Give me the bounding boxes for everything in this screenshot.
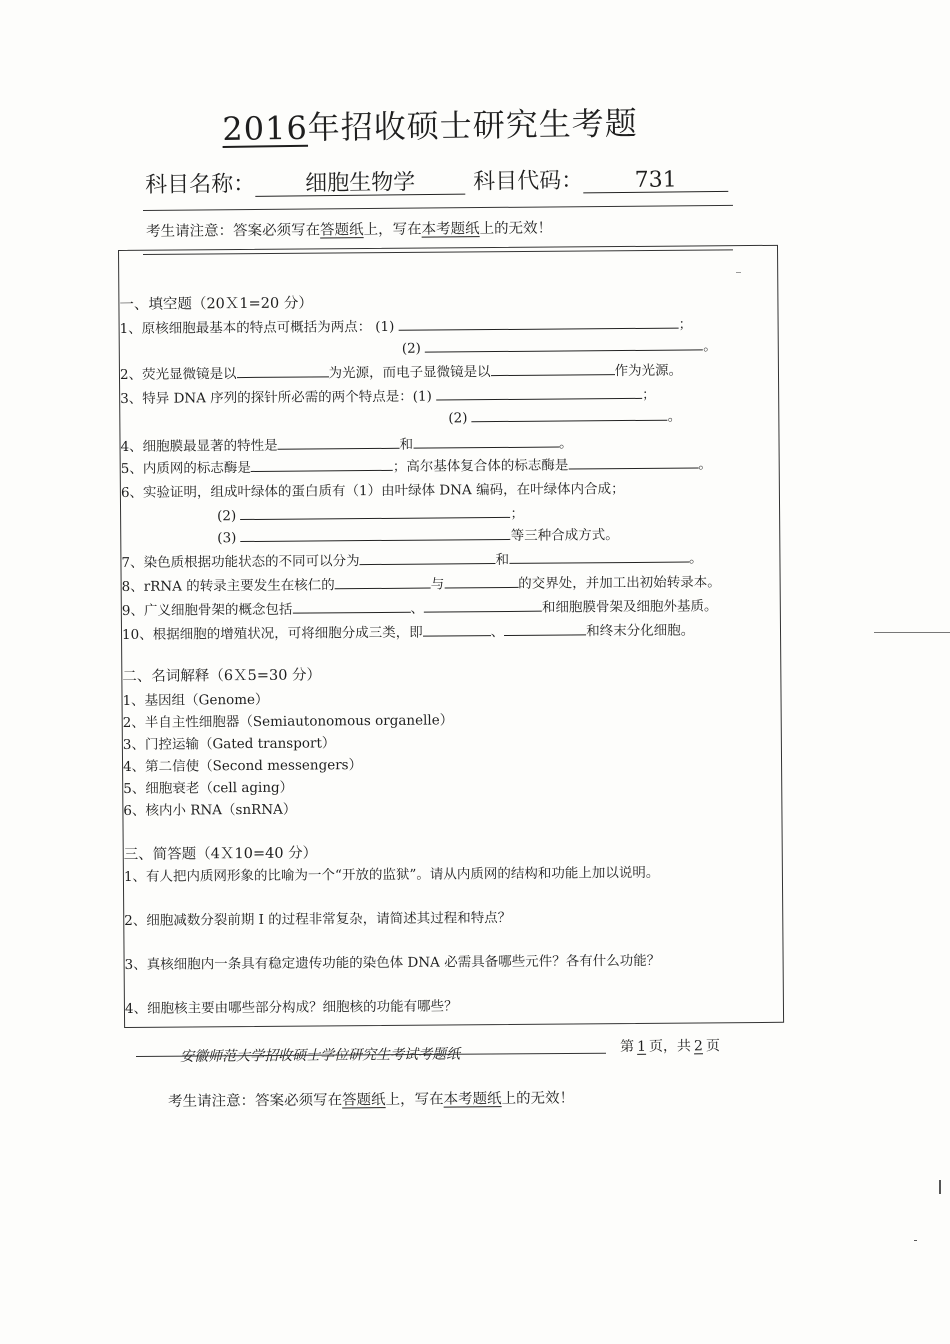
- q10-text-a: 根据细胞的增殖状况，可将细胞分成三类，即: [152, 624, 423, 643]
- s3-item-number: 3、: [124, 956, 147, 973]
- q3-part1-label: (1): [412, 388, 432, 405]
- s2-item-number: 6、: [123, 802, 146, 819]
- q6-blank2: [240, 503, 510, 520]
- q6-end2: ；: [510, 505, 525, 522]
- q1-end2: 。: [703, 338, 717, 355]
- s2-item-4: [123, 753, 362, 775]
- q9-text-b: 、: [410, 600, 424, 617]
- q5-number: 5、: [120, 460, 143, 477]
- section3-title: 三、简答题（4Ｘ10=40 分）: [123, 845, 318, 863]
- scan-artifact-line: [874, 632, 950, 633]
- q2-text-a: 荧光显微镜是以: [142, 366, 237, 383]
- page-suffix: 页: [705, 1038, 721, 1055]
- subject-name-label: 科目名称：: [145, 171, 256, 198]
- q1-blank2: [425, 336, 703, 353]
- q6-part2-label: (2): [217, 508, 237, 525]
- q7-text-a: 染色质根据功能状态的不同可以分为: [143, 553, 360, 571]
- s2-item-text: 细胞衰老（cell aging）: [145, 779, 294, 797]
- q2-blank2: [490, 361, 614, 376]
- q5-end: 。: [698, 456, 712, 473]
- subject-row: [145, 162, 728, 199]
- notice-bottom-question-sheet: 本考题纸: [443, 1091, 502, 1108]
- s2-item-text: 门控运输（Gated transport）: [144, 735, 336, 753]
- q9-text-c: 和细胞膜骨架及细胞外基质。: [541, 598, 718, 616]
- q3-blank1: [436, 384, 642, 400]
- q9-line: [122, 594, 718, 619]
- scan-artifact-dash: [736, 272, 741, 273]
- q4-text-b: 和: [399, 436, 414, 453]
- q6-line2: [217, 502, 524, 524]
- q4-number: 4、: [120, 438, 143, 455]
- q6-line1: [121, 477, 625, 501]
- q5-text-b: ；高尔基体复合体的标志酶是: [392, 457, 569, 475]
- s3-item-4: [125, 994, 458, 1017]
- q6-line3: [217, 523, 619, 546]
- q8-text-c: 的交界处，并加工出初始转录本。: [518, 574, 721, 592]
- section2-title: 二、名词解释（6Ｘ5=30 分）: [122, 667, 322, 685]
- notice-bottom-mid: 上，写在: [385, 1091, 444, 1109]
- q7-number: 7、: [121, 554, 144, 571]
- notice-answer-sheet: 答题纸: [320, 222, 364, 239]
- exam-title-text: 年招收硕士研究生考题: [307, 104, 639, 147]
- q1-part2-label: (2): [401, 340, 421, 357]
- q6-blank3: [241, 525, 511, 542]
- q5-text-a: 内质网的标志酶是: [142, 459, 251, 477]
- q5-blank1: [251, 456, 393, 472]
- q8-text-b: 与: [430, 576, 445, 593]
- s3-item-text: 细胞核主要由哪些部分构成？细胞核的功能有哪些？: [146, 998, 458, 1017]
- q5-line: [121, 452, 712, 477]
- q3-end2: 。: [667, 408, 682, 425]
- s3-item-text: 细胞减数分裂前期 I 的过程非常复杂，请简述其过程和特点？: [146, 909, 512, 929]
- s3-item-text: 有人把内质网形象的比喻为一个“开放的监狱”。请从内质网的结构和功能上加以说明。: [145, 864, 660, 885]
- q1-line2: [402, 334, 717, 356]
- q9-text-a: 广义细胞骨架的概念包括: [143, 601, 293, 619]
- notice-bottom-prefix: 考生请注意：答案必须写在: [168, 1092, 343, 1110]
- q2-text-c: 作为光源。: [614, 362, 683, 380]
- q4-text-a: 细胞膜最显著的特性是: [142, 437, 278, 455]
- q2-number: 2、: [119, 366, 143, 383]
- q10-blank1: [423, 622, 491, 637]
- s2-item-text: 第二信使（Second messengers）: [145, 757, 363, 775]
- s2-item-1: [122, 688, 268, 709]
- q3-text: 特异 DNA 序列的探针所必需的两个特点是：: [142, 388, 413, 407]
- s2-item-5: [123, 776, 293, 797]
- s3-item-text: 真核细胞内一条具有稳定遗传功能的染色体 DNA 必需具备哪些元件？各有什么功能？: [146, 952, 661, 973]
- s2-item-text: 基因组（Genome）: [144, 691, 269, 709]
- s2-item-number: 2、: [122, 714, 145, 731]
- q2-text-b: 为光源，而电子显微镜是以: [328, 364, 491, 382]
- q2-line: [120, 359, 682, 383]
- q8-text-a: rRNA 的转录主要发生在核仁的: [143, 577, 335, 595]
- q1-part1-label: (1): [375, 318, 395, 335]
- s2-item-number: 4、: [122, 758, 146, 775]
- s3-item-1: [124, 861, 660, 885]
- q9-number: 9、: [121, 602, 144, 619]
- q6-text: 实验证明，组成叶绿体的蛋白质有（1）由叶绿体 DNA 编码，在叶绿体内合成；: [142, 481, 625, 501]
- notice-bottom: [168, 1086, 574, 1111]
- s3-item-2: [124, 906, 511, 929]
- q4-line: [120, 431, 572, 455]
- s3-item-number: 4、: [124, 1000, 148, 1017]
- footer-university: 安徽师范大学招收硕士学位研究生考试考题纸: [180, 1046, 461, 1065]
- q3-part2-label: (2): [448, 410, 468, 427]
- q8-line: [122, 570, 721, 595]
- notice-top: [146, 216, 552, 241]
- page-total: 2: [693, 1038, 704, 1055]
- page-prefix: 第: [620, 1038, 635, 1055]
- notice-bottom-suffix: 上的无效！: [501, 1090, 575, 1108]
- s2-item-number: 1、: [122, 692, 145, 709]
- q8-blank1: [335, 574, 431, 589]
- s2-item-text: 核内小 RNA（snRNA）: [145, 801, 297, 819]
- q7-text-b: 和: [495, 551, 510, 569]
- s3-item-3: [125, 949, 661, 973]
- q10-number: 10、: [121, 626, 153, 643]
- question-box: [118, 245, 784, 1028]
- exam-year: 2016: [222, 108, 309, 148]
- q3-end1: ；: [642, 386, 656, 403]
- notice-mid: 上，写在: [363, 221, 422, 239]
- q7-blank1: [359, 550, 495, 566]
- q10-text-c: 和终末分化细胞。: [586, 622, 695, 640]
- s2-item-3: [123, 731, 336, 753]
- q8-number: 8、: [121, 578, 144, 595]
- q6-end3: 等三种合成方式。: [510, 527, 619, 544]
- page-mid: 页，共: [648, 1038, 692, 1055]
- header-divider-top: [143, 205, 733, 211]
- section1-title: 一、填空题（20Ｘ1=20 分）: [119, 295, 313, 313]
- subject-code-label: 科目代码：: [473, 168, 584, 195]
- q4-blank1: [278, 434, 400, 449]
- scan-artifact-mark: [939, 1180, 941, 1194]
- q9-blank1: [292, 598, 410, 613]
- q1-end1: ；: [678, 316, 693, 333]
- page-number: 1: [637, 1038, 647, 1055]
- q3-number: 3、: [120, 390, 143, 407]
- notice-prefix: 考生请注意：答案必须写在: [146, 222, 321, 240]
- q3-blank2: [472, 406, 668, 422]
- q10-text-b: 、: [490, 623, 505, 641]
- q10-blank2: [504, 621, 586, 636]
- s2-item-text: 半自主性细胞器（Semiautonomous organelle）: [144, 712, 454, 731]
- s2-item-2: [123, 708, 454, 731]
- q8-blank2: [444, 573, 518, 588]
- subject-name-value: 细胞生物学: [255, 171, 465, 197]
- q1-text: 原核细胞最基本的特点可概括为两点：: [141, 319, 372, 337]
- notice-suffix: 上的无效！: [479, 220, 553, 238]
- q3-line2: [448, 405, 681, 427]
- s2-item-number: 5、: [123, 780, 146, 797]
- s2-item-6: [123, 798, 296, 819]
- q7-line: [121, 546, 702, 571]
- q3-line1: [120, 383, 656, 407]
- s3-item-number: 2、: [124, 912, 147, 929]
- exam-title: [222, 98, 638, 150]
- q7-blank2: [509, 548, 689, 564]
- notice-bottom-answer-sheet: 答题纸: [342, 1092, 386, 1109]
- q2-blank1: [236, 363, 328, 378]
- q1-line1: [120, 312, 693, 336]
- subject-code-value: 731: [583, 168, 728, 194]
- q7-end: 。: [688, 550, 703, 567]
- q10-line: [122, 618, 694, 642]
- q6-number: 6、: [120, 484, 144, 501]
- q1-blank1: [399, 314, 679, 331]
- notice-question-sheet: 本考题纸: [421, 221, 480, 238]
- s2-item-number: 3、: [122, 736, 146, 753]
- s3-item-number: 1、: [123, 868, 147, 885]
- q4-end: 。: [559, 435, 573, 452]
- q5-blank2: [568, 454, 698, 470]
- footer-page-count: [620, 1035, 720, 1056]
- scan-artifact-dot: [914, 1240, 917, 1241]
- q4-blank2: [413, 433, 559, 449]
- q9-blank2: [424, 597, 542, 612]
- q1-number: 1、: [119, 320, 142, 337]
- q6-part3-label: (3): [217, 530, 237, 547]
